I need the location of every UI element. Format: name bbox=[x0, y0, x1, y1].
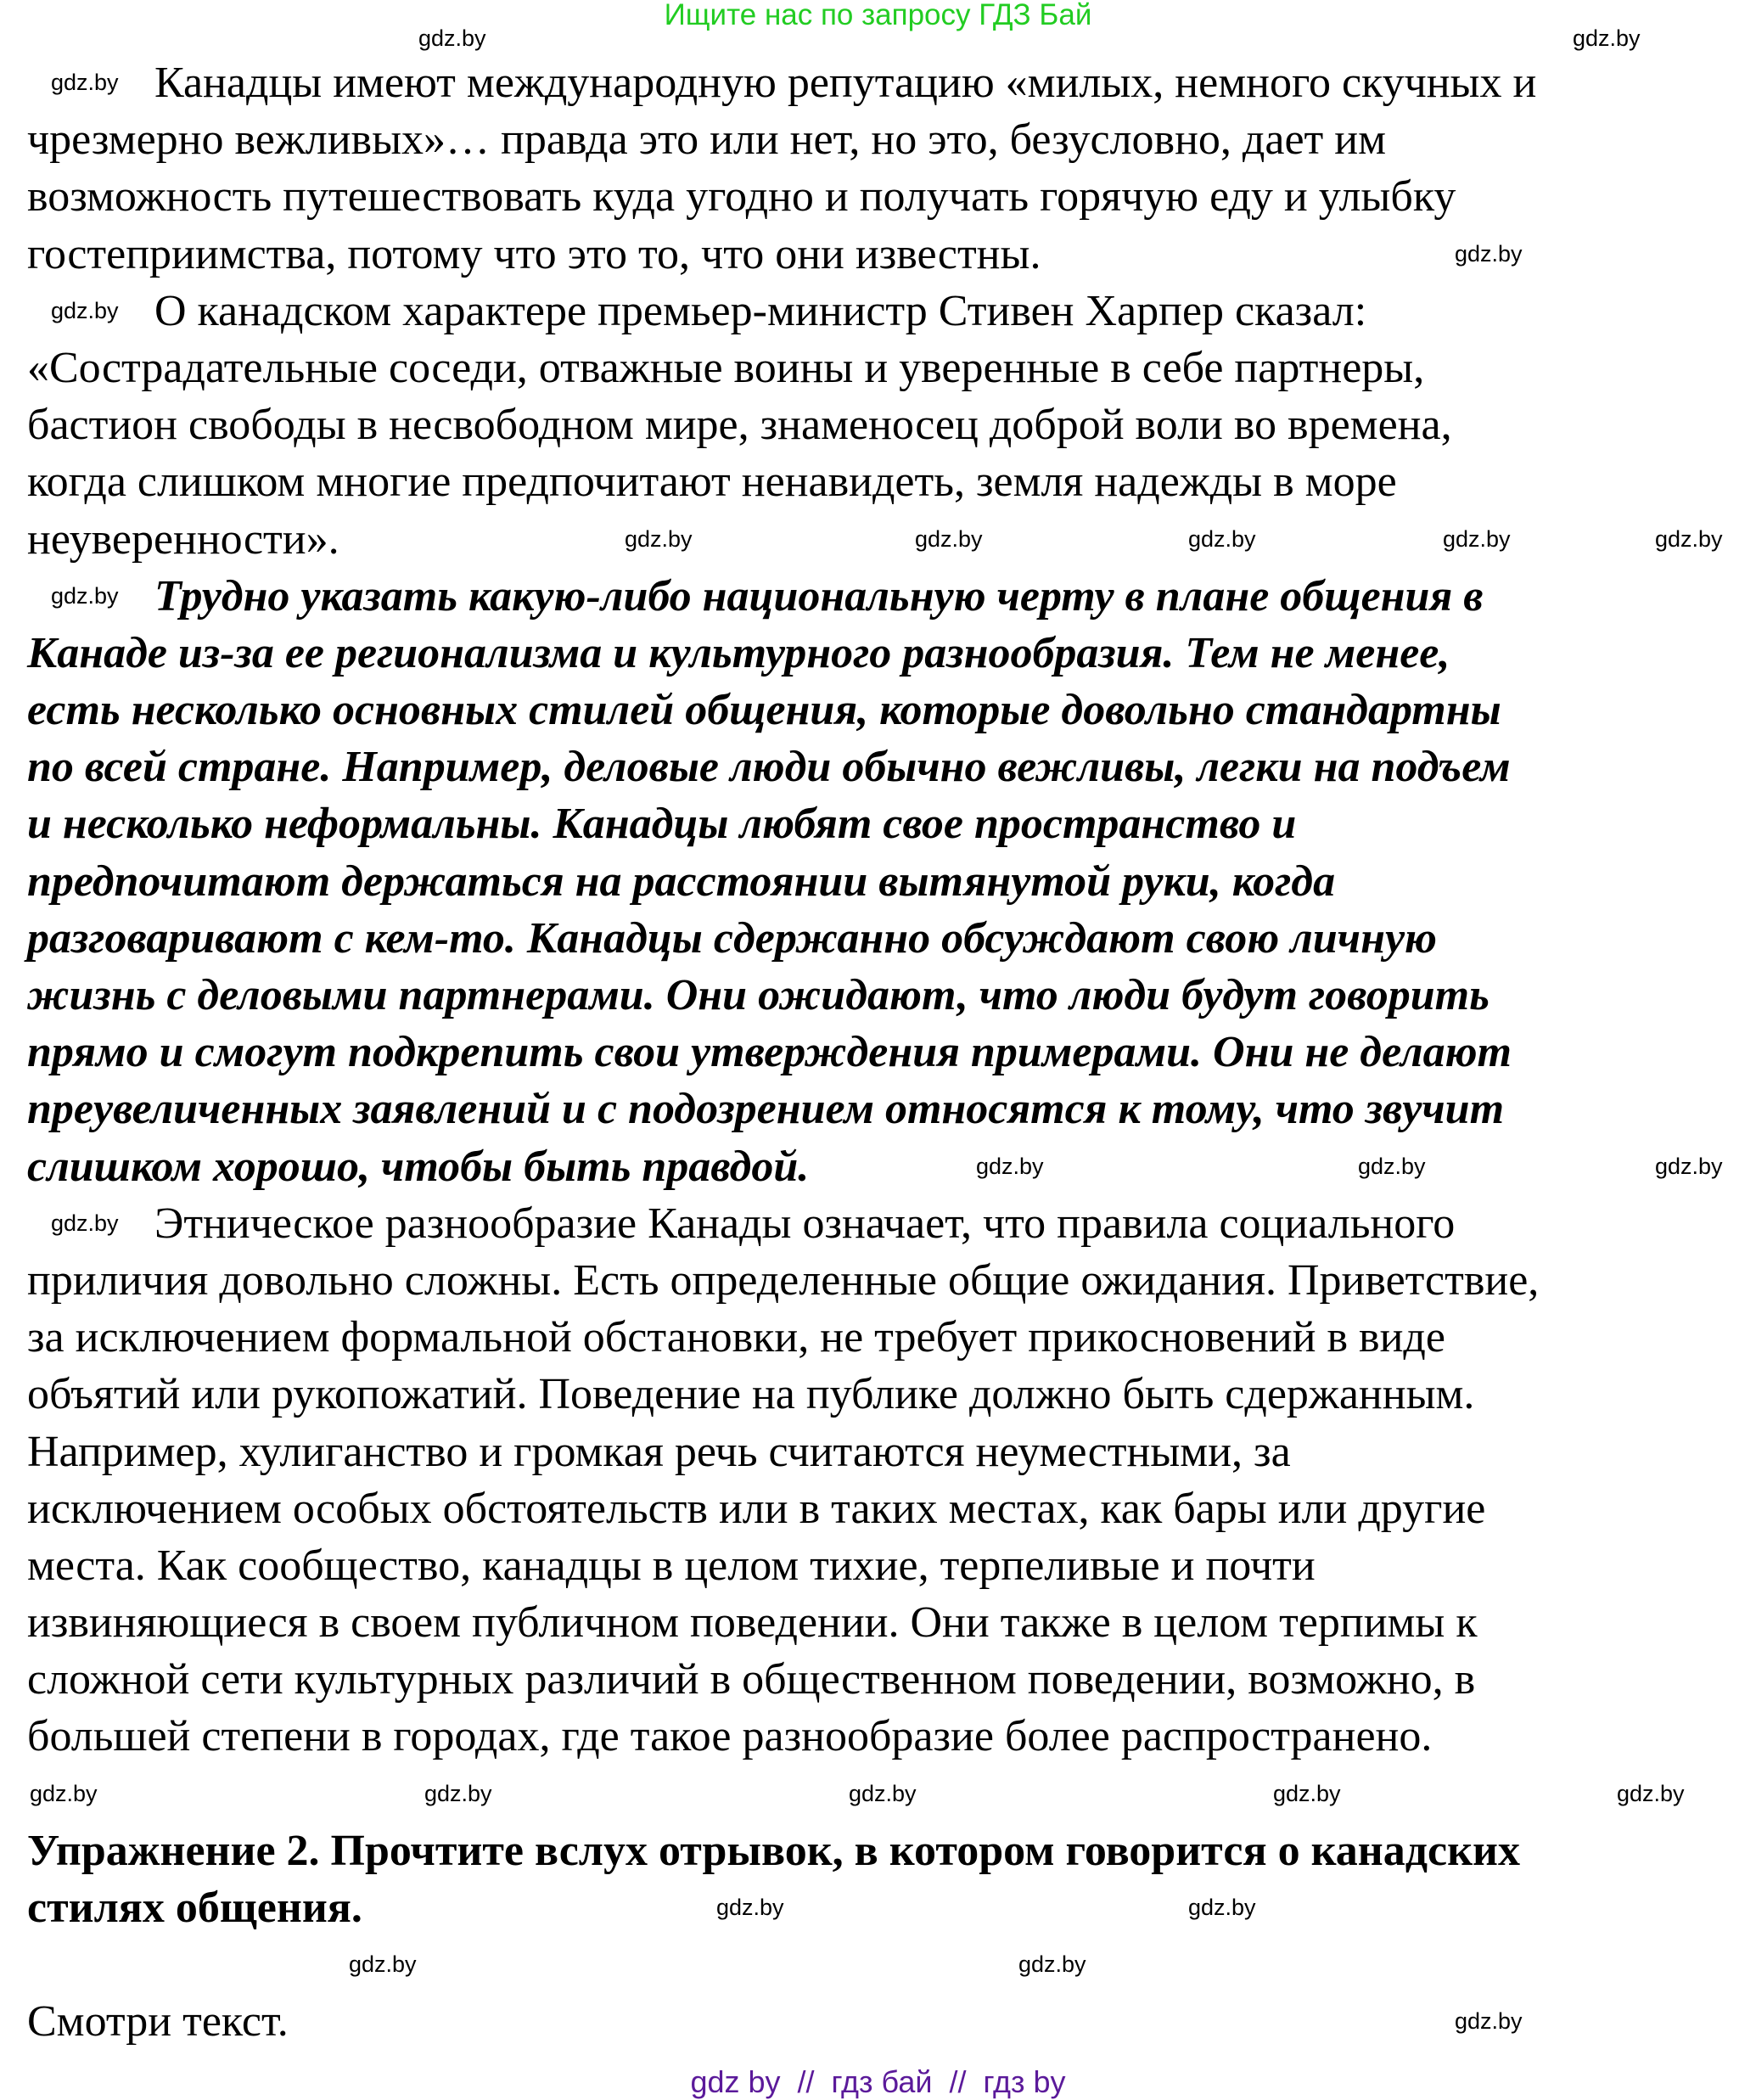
paragraph-4 bbox=[27, 1195, 1742, 1766]
footer-links[interactable]: gdz by // гдз бай // гдз by bbox=[690, 2064, 1066, 2099]
watermark: gdz.by bbox=[625, 526, 693, 552]
paragraph-3-emphasized bbox=[27, 568, 1742, 1195]
text-line: прямо и смогут подкрепить свои утверждения примерами. Они не делают bbox=[27, 1028, 1512, 1077]
text-line: предпочитают держаться на расстоянии вытянутой руки, когда bbox=[27, 856, 1336, 906]
watermark: gdz.by bbox=[418, 25, 486, 51]
watermark: gdz.by bbox=[424, 1781, 492, 1806]
watermark: gdz.by bbox=[1358, 1154, 1426, 1179]
text-line: «Сострадательные соседи, отважные воины и уверенные в себе партнеры, bbox=[27, 343, 1425, 392]
watermark: gdz.by bbox=[51, 70, 119, 95]
text-line: извиняющиеся в своем публичном поведении. Они также в целом терпимы к bbox=[27, 1598, 1478, 1648]
watermark: gdz.by bbox=[915, 526, 983, 552]
text-line: неуверенности». bbox=[27, 514, 339, 564]
text-line: Этническое разнообразие Канады означает, что правила социального bbox=[154, 1199, 1456, 1248]
text-line: когда слишком многие предпочитают ненавидеть, земля надежды в море bbox=[27, 458, 1397, 507]
text-line: Например, хулиганство и громкая речь считаются неуместными, за bbox=[27, 1427, 1291, 1476]
watermark: gdz.by bbox=[849, 1781, 917, 1806]
watermark: gdz.by bbox=[1455, 2008, 1523, 2034]
watermark: gdz.by bbox=[976, 1154, 1044, 1179]
text-line: по всей стране. Например, деловые люди обычно вежливы, легки на подъем bbox=[27, 743, 1511, 792]
text-line: жизнь с деловыми партнерами. Они ожидают, что люди будут говорить bbox=[27, 971, 1490, 1019]
paragraph-2 bbox=[27, 283, 1742, 568]
text-line: исключением особых обстоятельств или в таких местах, как бары или другие bbox=[27, 1484, 1486, 1533]
text-line: места. Как сообщество, канадцы в целом тихие, терпеливые и почти bbox=[27, 1541, 1316, 1590]
text-line: объятий или рукопожатий. Поведение на публике должно быть сдержанным. bbox=[27, 1370, 1475, 1419]
watermark: gdz.by bbox=[1655, 1154, 1723, 1179]
spacer bbox=[27, 1936, 1742, 1993]
watermark: gdz.by bbox=[1188, 526, 1256, 552]
text-line: преувеличенных заявлений и с подозрением относятся к тому, что звучит bbox=[27, 1085, 1505, 1134]
watermark: gdz.by bbox=[1188, 1895, 1256, 1920]
text-line: Канадцы имеют международную репутацию «милых, немного скучных и bbox=[154, 59, 1537, 107]
text-line: сложной сети культурных различий в общественном поведении, возможно, в bbox=[27, 1655, 1476, 1704]
watermark: gdz.by bbox=[30, 1781, 98, 1806]
text-line: стилях общения. bbox=[27, 1884, 362, 1932]
text-line: приличия довольно сложны. Есть определенные общие ожидания. Приветствие, bbox=[27, 1255, 1540, 1305]
text-line: за исключением формальной обстановки, не требует прикосновений в виде bbox=[27, 1313, 1445, 1362]
text-line: и несколько неформальны. Канадцы любят свое пространство и bbox=[27, 800, 1297, 849]
watermark: gdz.by bbox=[716, 1895, 784, 1920]
text-line: Упражнение 2. Прочтите вслух отрывок, в котором говорится о канадских bbox=[27, 1826, 1521, 1875]
text-line: Трудно указать какую-либо национальную черту в плане общения в bbox=[154, 571, 1484, 620]
text-line: О канадском характере премьер-министр Стивен Харпер сказал: bbox=[154, 286, 1367, 335]
text-line: чрезмерно вежливых»… правда это или нет, но это, безусловно, дает им bbox=[27, 115, 1387, 165]
exercise-heading bbox=[27, 1822, 1742, 1936]
text-line: бастион свободы в несвободном мире, знаменосец доброй воли во времена, bbox=[27, 401, 1452, 450]
watermark: gdz.by bbox=[1617, 1781, 1685, 1806]
watermark: gdz.by bbox=[349, 1951, 417, 1977]
watermark: gdz.by bbox=[51, 1210, 119, 1236]
watermark: gdz.by bbox=[1455, 241, 1523, 267]
watermark: gdz.by bbox=[1443, 526, 1511, 552]
document-body bbox=[27, 54, 1742, 2051]
watermark: gdz.by bbox=[1273, 1781, 1341, 1806]
text-line: слишком хорошо, чтобы быть правдой. bbox=[27, 1142, 810, 1191]
text-line: есть несколько основных стилей общения, которые довольно стандартны bbox=[27, 686, 1501, 735]
watermark: gdz.by bbox=[1018, 1951, 1086, 1977]
text-line: разговаривают с кем-то. Канадцы сдержанно обсуждают свою личную bbox=[27, 913, 1437, 963]
text-line: гостеприимства, потому что это то, что они известны. bbox=[27, 229, 1041, 278]
watermark: gdz.by bbox=[51, 583, 119, 609]
search-promo-header[interactable]: Ищите нас по запросу ГДЗ Бай bbox=[664, 0, 1092, 31]
text-line: большей степени в городах, где такое разнообразие более распространено. bbox=[27, 1712, 1433, 1761]
watermark: gdz.by bbox=[1655, 526, 1723, 552]
answer-text: Смотри текст. bbox=[27, 1997, 289, 2047]
watermark: gdz.by bbox=[51, 298, 119, 323]
watermark: gdz.by bbox=[1573, 25, 1641, 51]
text-line: возможность путешествовать куда угодно и получать горячую еду и улыбку bbox=[27, 172, 1456, 222]
text-line: Канаде из-за ее регионализма и культурного разнообразия. Тем не менее, bbox=[27, 628, 1450, 677]
